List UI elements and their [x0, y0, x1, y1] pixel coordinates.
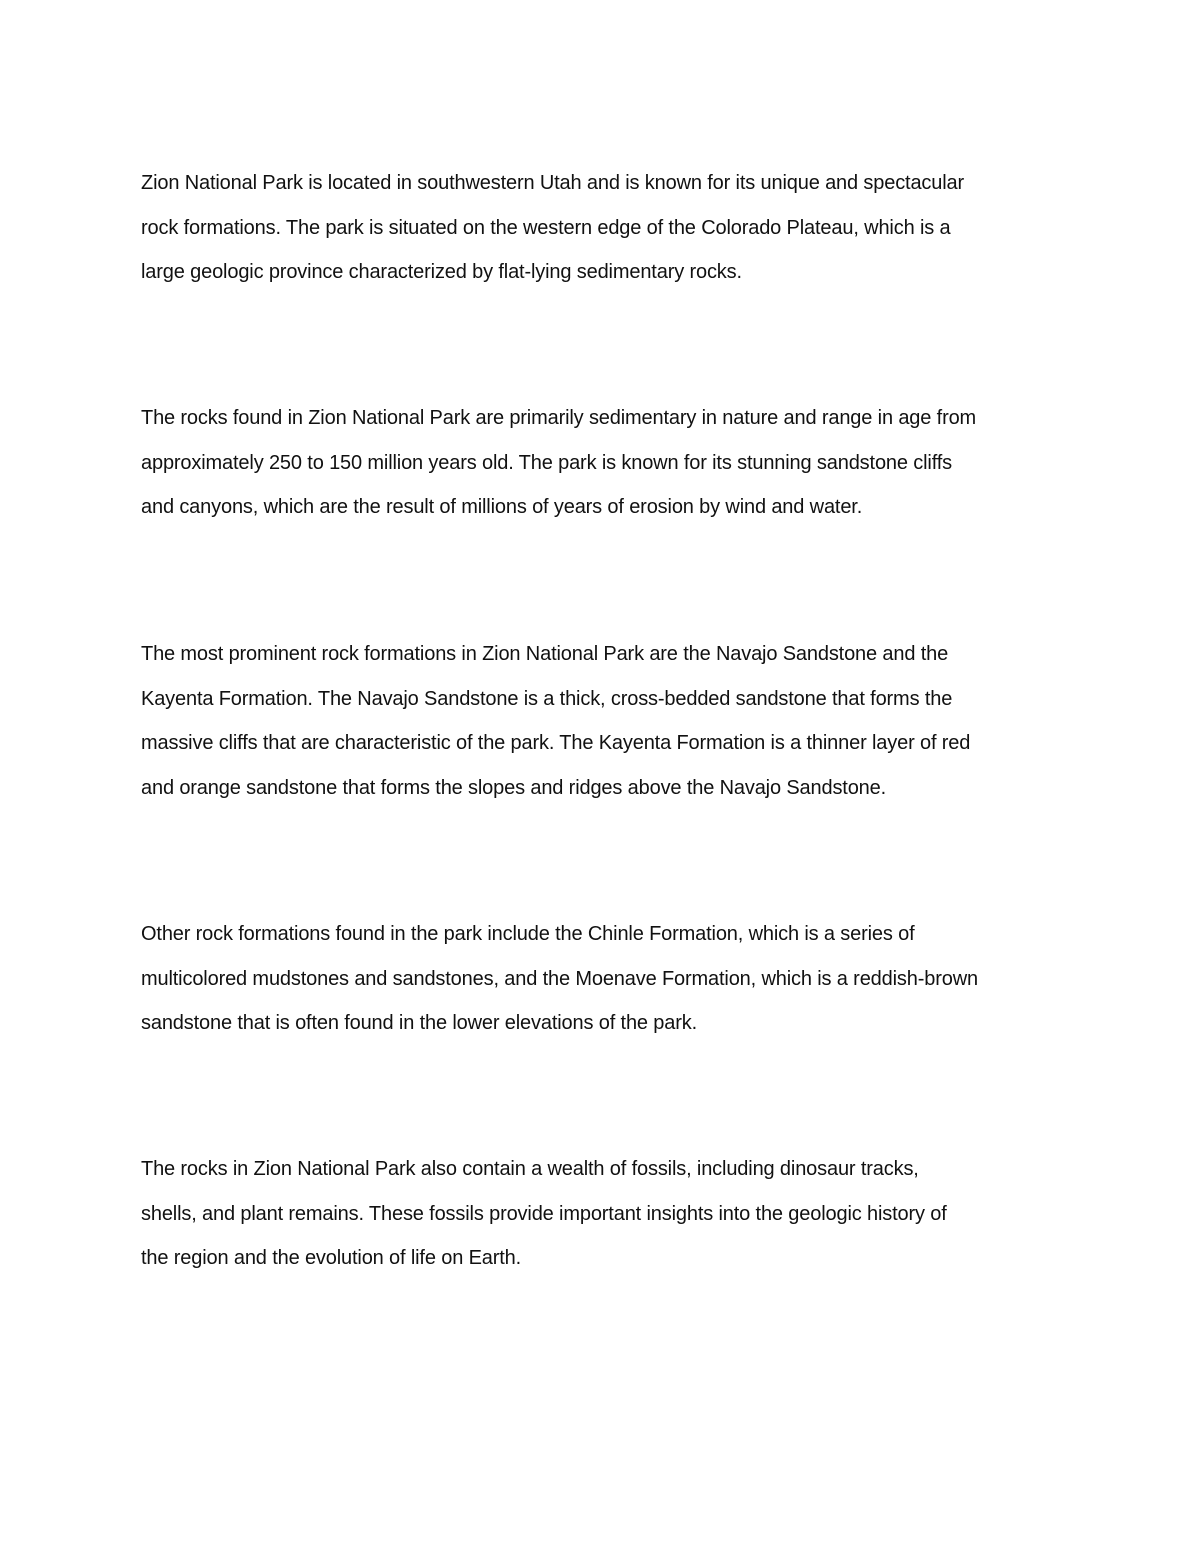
- text-line: Kayenta Formation. The Navajo Sandstone is a thick, cross-bedded sandstone that forms the: [141, 687, 953, 710]
- paragraph-location: [141, 161, 1071, 295]
- text-line: shells, and plant remains. These fossils provide important insights into the geologic history of: [141, 1202, 947, 1225]
- text-line: The rocks found in Zion National Park are primarily sedimentary in nature and range in age from: [141, 407, 977, 429]
- text-line: The rocks in Zion National Park also contain a wealth of fossils, including dinosaur tracks,: [141, 1158, 919, 1180]
- text-line: and orange sandstone that forms the slopes and ridges above the Navajo Sandstone.: [141, 776, 887, 799]
- text-line: the region and the evolution of life on Earth.: [141, 1247, 522, 1269]
- text-line: Other rock formations found in the park include the Chinle Formation, which is a series of: [141, 923, 915, 945]
- paragraph-rock-age: [141, 396, 1071, 530]
- text-line: large geologic province characterized by flat-lying sedimentary rocks.: [141, 261, 742, 283]
- text-line: multicolored mudstones and sandstones, and the Moenave Formation, which is a reddish-brown: [141, 967, 978, 990]
- text-line: Zion National Park is located in southwestern Utah and is known for its unique and spectacular: [141, 172, 965, 194]
- text-line: massive cliffs that are characteristic of the park. The Kayenta Formation is a thinner layer of red: [141, 732, 971, 754]
- paragraph-other-formations: [141, 912, 1071, 1046]
- text-line: and canyons, which are the result of millions of years of erosion by wind and water.: [141, 496, 863, 518]
- paragraph-prominent-formations: [141, 632, 1071, 810]
- text-line: approximately 250 to 150 million years old. The park is known for its stunning sandstone cliffs: [141, 451, 953, 474]
- text-line: sandstone that is often found in the lower elevations of the park.: [141, 1012, 698, 1034]
- text-line: The most prominent rock formations in Zion National Park are the Navajo Sandstone and the: [141, 643, 949, 665]
- text-line: rock formations. The park is situated on the western edge of the Colorado Plateau, which is a: [141, 216, 951, 239]
- paragraph-fossils: [141, 1147, 1071, 1281]
